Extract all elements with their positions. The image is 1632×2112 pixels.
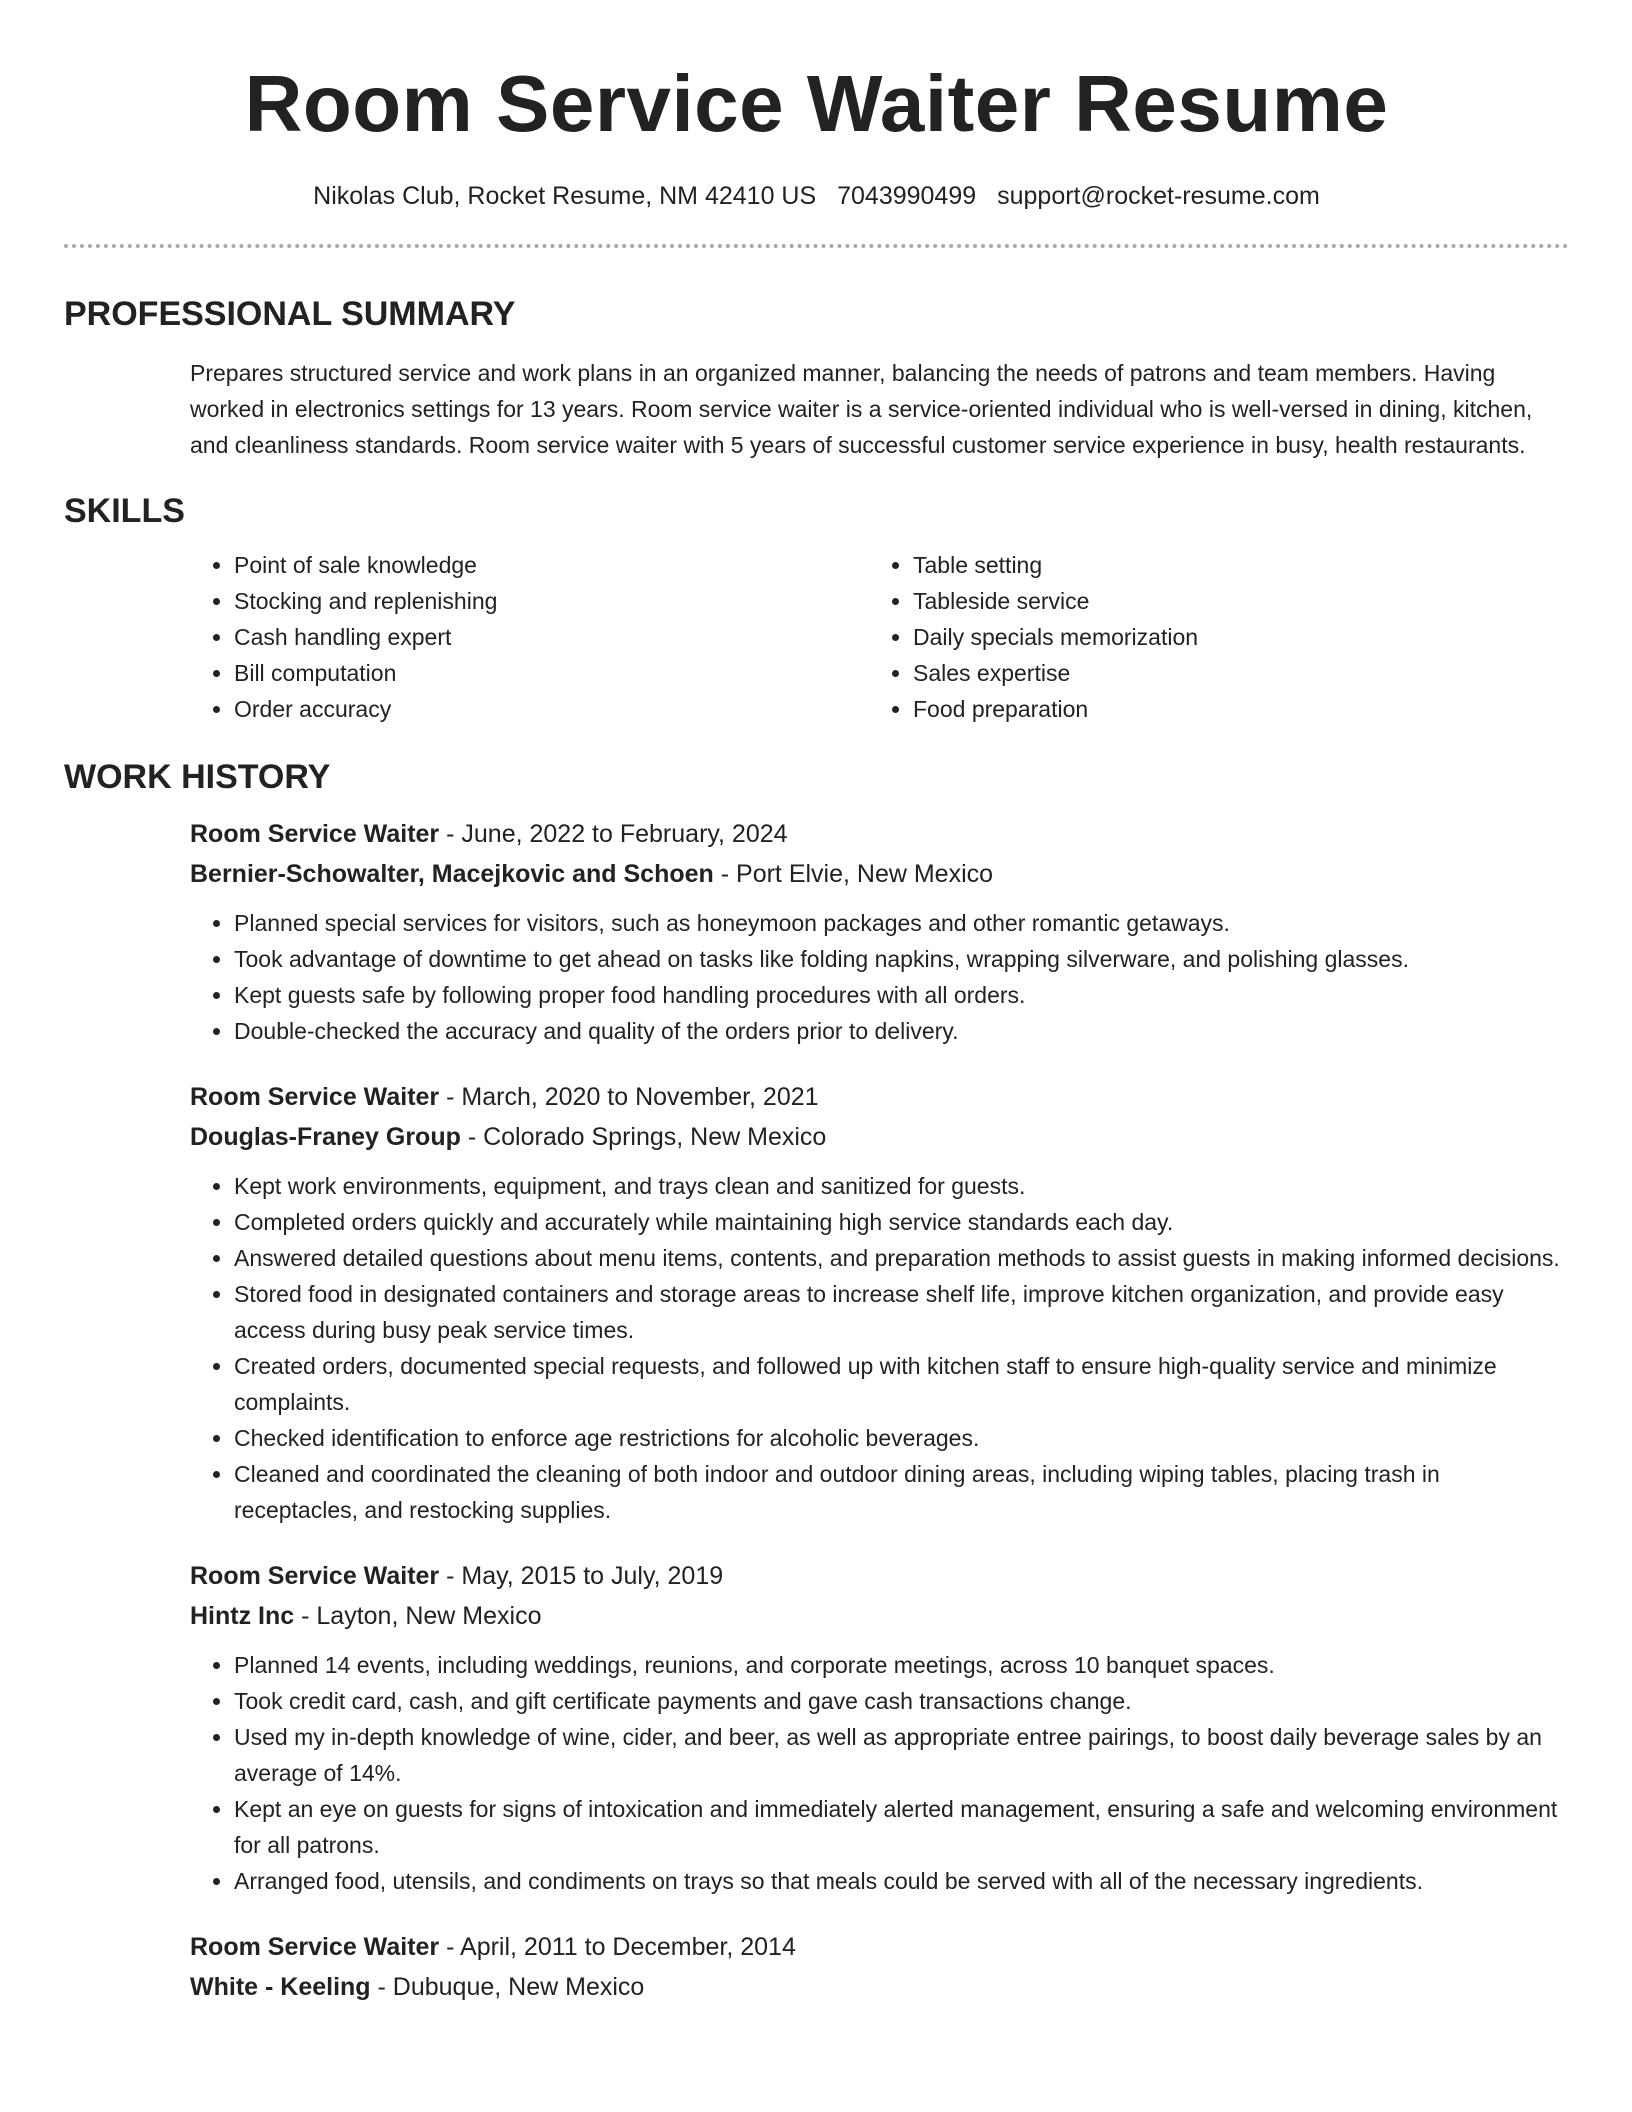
contact-phone: 7043990499 [837, 182, 977, 210]
job-company-line [190, 855, 1569, 893]
skills-column-left [190, 547, 869, 727]
job-dates: - April, 2011 to December, 2014 [446, 1933, 796, 1961]
job-location: - Colorado Springs, New Mexico [467, 1123, 827, 1151]
job-company: White - Keeling [190, 1973, 371, 2001]
job-dates: - June, 2022 to February, 2024 [446, 820, 788, 848]
job-title-line [190, 1928, 1569, 1966]
job-bullet: • Kept guests safe by following proper food handling procedures with all orders. [234, 977, 1569, 1013]
job-bullet: • Planned special services for visitors, such as honeymoon packages and other romantic getaways. [234, 905, 1569, 941]
job-bullet: • Took credit card, cash, and gift certificate payments and gave cash transactions change. [234, 1683, 1569, 1719]
job-bullet: • Took advantage of downtime to get ahead on tasks like folding napkins, wrapping silverware, and polishing glasses. [234, 941, 1569, 977]
job-title: Room Service Waiter [190, 1933, 440, 1961]
job-title: Room Service Waiter [190, 820, 440, 848]
job-location: - Layton, New Mexico [301, 1602, 542, 1630]
job-bullet: • Arranged food, utensils, and condiments on trays so that meals could be served with all of the necessary ingredients. [234, 1863, 1569, 1899]
summary-heading: PROFESSIONAL SUMMARY [64, 295, 516, 333]
job-entry [190, 1557, 1569, 1899]
job-company: Bernier-Schowalter, Macejkovic and Schoen [190, 860, 714, 888]
skills-grid [190, 547, 1569, 727]
job-title: Room Service Waiter [190, 1562, 440, 1590]
resume-page [64, 0, 1569, 2006]
job-company: Hintz Inc [190, 1602, 295, 1630]
job-dates: - May, 2015 to July, 2019 [446, 1562, 724, 1590]
job-entry [190, 1928, 1569, 2006]
job-bullet: • Answered detailed questions about menu items, contents, and preparation methods to assist guests in making informed decisions. [234, 1240, 1569, 1276]
job-location: - Dubuque, New Mexico [377, 1973, 645, 2001]
job-title-line [190, 815, 1569, 853]
skill-item: • Tableside service [913, 583, 1548, 619]
job-company-line [190, 1118, 1569, 1156]
job-location: - Port Elvie, New Mexico [720, 860, 994, 888]
job-company-line [190, 1968, 1569, 2006]
contact-email: support@rocket-resume.com [997, 182, 1320, 210]
work-history-list [190, 815, 1569, 2006]
job-bullet: • Checked identification to enforce age restrictions for alcoholic beverages. [234, 1420, 1569, 1456]
contact-line [64, 180, 1569, 212]
resume-title: Room Service Waiter Resume [244, 59, 1389, 148]
job-bullet: • Stored food in designated containers and storage areas to increase shelf life, improve kitchen organization, and provide easy access during busy peak service times. [234, 1276, 1569, 1348]
contact-address: Nikolas Club, Rocket Resume, NM 42410 US [313, 182, 817, 210]
job-entry [190, 1078, 1569, 1528]
skill-item: • Daily specials memorization [913, 619, 1548, 655]
skill-item: • Cash handling expert [234, 619, 869, 655]
job-bullet: • Used my in-depth knowledge of wine, cider, and beer, as well as appropriate entree pairings, to boost daily beverage sales by an average of 14%. [234, 1719, 1569, 1791]
job-company: Douglas-Franey Group [190, 1123, 461, 1151]
job-bullets [190, 1647, 1569, 1899]
header-divider [64, 244, 1569, 248]
job-bullets [190, 1168, 1569, 1528]
job-bullet: • Double-checked the accuracy and quality of the orders prior to delivery. [234, 1013, 1569, 1049]
skills-heading: SKILLS [64, 492, 185, 530]
skill-item: • Food preparation [913, 691, 1548, 727]
job-bullet: • Planned 14 events, including weddings, reunions, and corporate meetings, across 10 banquet spaces. [234, 1647, 1569, 1683]
skill-item: • Table setting [913, 547, 1548, 583]
job-dates: - March, 2020 to November, 2021 [446, 1083, 819, 1111]
job-bullet: • Cleaned and coordinated the cleaning of both indoor and outdoor dining areas, including wiping tables, placing trash in receptacles, and restocking supplies. [234, 1456, 1569, 1528]
job-title-line [190, 1078, 1569, 1116]
job-entry [190, 815, 1569, 1049]
job-bullets [190, 905, 1569, 1049]
work-history-heading: WORK HISTORY [64, 758, 331, 796]
skill-item: • Order accuracy [234, 691, 869, 727]
job-bullet: • Completed orders quickly and accurately while maintaining high service standards each day. [234, 1204, 1569, 1240]
job-bullet: • Kept an eye on guests for signs of intoxication and immediately alerted management, ensuring a safe and welcoming environment for all patrons. [234, 1791, 1569, 1863]
job-bullet: • Created orders, documented special requests, and followed up with kitchen staff to ensure high-quality service and minimize complaints. [234, 1348, 1569, 1420]
summary-text: Prepares structured service and work plans in an organized manner, balancing the needs of patrons and team members. Having worked in electronics settings for 13 years. Room service waiter is a service-oriented individual who is well-versed in dining, kitchen, and cleanliness standards. Room service waiter with 5 years of successful customer service experience in busy, health restaurants. [190, 360, 1533, 458]
job-title: Room Service Waiter [190, 1083, 440, 1111]
job-title-line [190, 1557, 1569, 1595]
skill-item: • Point of sale knowledge [234, 547, 869, 583]
skills-column-right [869, 547, 1548, 727]
skill-item: • Bill computation [234, 655, 869, 691]
job-bullet: • Kept work environments, equipment, and trays clean and sanitized for guests. [234, 1168, 1569, 1204]
skill-item: • Sales expertise [913, 655, 1548, 691]
job-company-line [190, 1597, 1569, 1635]
skill-item: • Stocking and replenishing [234, 583, 869, 619]
